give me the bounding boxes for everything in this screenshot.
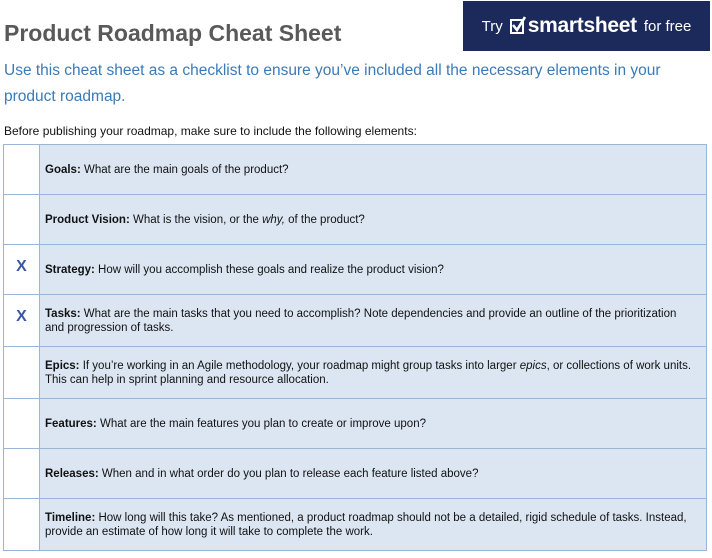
checklist-row-timeline	[4, 499, 707, 551]
item-label: Strategy:	[45, 263, 95, 276]
item-label: Features:	[45, 417, 97, 430]
item-label: Releases:	[45, 467, 99, 480]
item-text-emphasis: epics	[519, 359, 547, 372]
checklist-row-goals	[4, 145, 707, 195]
checkbox-cell[interactable]: X	[4, 295, 40, 347]
item-cell	[40, 245, 707, 295]
item-label: Product Vision:	[45, 213, 130, 226]
checkbox-cell[interactable]	[4, 195, 40, 245]
item-cell	[40, 347, 707, 399]
subtitle: Use this cheat sheet as a checklist to ensure you’ve included all the necessary elements in your product roadmap.	[4, 62, 661, 105]
checkbox-cell[interactable]	[4, 499, 40, 551]
try-smartsheet-banner[interactable]	[463, 1, 710, 51]
banner-free-text: for free	[643, 17, 692, 35]
checkbox-cell[interactable]	[4, 347, 40, 399]
item-label: Epics:	[45, 359, 80, 372]
item-text: of the product?	[284, 213, 365, 226]
item-text: What is the vision, or the	[129, 213, 263, 226]
checklist-row-product-vision	[4, 195, 707, 245]
item-label: Goals:	[45, 163, 81, 176]
smartsheet-check-logo-icon	[510, 19, 524, 34]
item-text: What are the main goals of the product?	[80, 163, 289, 176]
checklist-row-tasks	[4, 295, 707, 347]
page-title: Product Roadmap Cheat Sheet	[4, 20, 342, 46]
item-text: , or collections of work units. This can help in sprint planning and resource allocation.	[45, 359, 692, 386]
item-label: Timeline:	[45, 511, 96, 524]
checkbox-cell[interactable]	[4, 145, 40, 195]
checkbox-cell[interactable]: X	[4, 245, 40, 295]
checkbox-cell[interactable]	[4, 399, 40, 449]
item-cell	[40, 195, 707, 245]
checklist-row-features	[4, 399, 707, 449]
item-text-emphasis: why,	[262, 213, 285, 226]
item-label: Tasks:	[45, 307, 81, 320]
item-cell	[40, 145, 707, 195]
checkbox-cell[interactable]	[4, 449, 40, 499]
item-text: When and in what order do you plan to release each feature listed above?	[98, 467, 479, 480]
item-text: What are the main features you plan to create or improve upon?	[96, 417, 426, 430]
item-cell	[40, 295, 707, 347]
item-cell	[40, 499, 707, 551]
banner-try-text: Try	[481, 17, 503, 35]
item-cell	[40, 449, 707, 499]
item-text: If you’re working in an Agile methodology, your roadmap might group tasks into larger	[79, 359, 520, 372]
item-text: How long will this take? As mentioned, a product roadmap should not be a detailed, rigid schedule of tasks. Instead, provide an estimate of how long it will take to complete the work.	[45, 511, 687, 538]
checklist-row-releases	[4, 449, 707, 499]
banner-brand-text: smartsheet	[527, 14, 637, 37]
item-cell	[40, 399, 707, 449]
item-text: What are the main tasks that you need to accomplish? Note dependencies and provide an outline of the prioritization and progression of tasks.	[45, 307, 677, 334]
item-text: How will you accomplish these goals and realize the product vision?	[94, 263, 444, 276]
checklist-row-strategy	[4, 245, 707, 295]
checklist-table	[3, 144, 707, 551]
checklist-row-epics	[4, 347, 707, 399]
intro-text: Before publishing your roadmap, make sure to include the following elements:	[4, 124, 417, 138]
